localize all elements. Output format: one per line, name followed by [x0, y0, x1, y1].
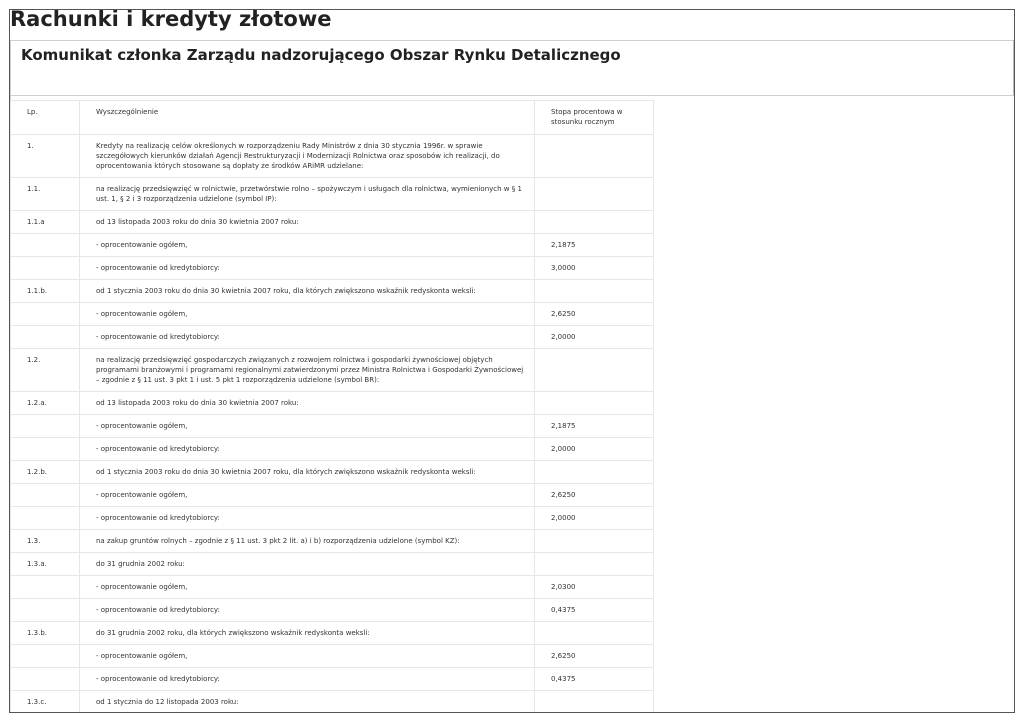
row-description: - oprocentowanie ogółem, [80, 645, 535, 668]
document-frame [9, 9, 1015, 713]
row-lp: 1.1.a [11, 211, 80, 234]
row-lp [11, 303, 80, 326]
row-description: Kredyty na realizację celów określonych w rozporządzeniu Rady Ministrów z dnia 30 stycznia 1996r. w sprawie szczegółowych kierunków działań Agencji Restrukturyzacji i Modernizacji Rolnictwa oraz sposobów ich realizacji, do oprocentowania których stosowane są dopłaty ze środków ARiMR udzielane: [80, 135, 535, 178]
divider [1013, 40, 1014, 96]
row-lp [11, 257, 80, 280]
row-rate: 2,0000 [535, 326, 654, 349]
table-row [11, 622, 654, 645]
row-description: na realizację przedsięwzięć w rolnictwie, przetwórstwie rolno – spożywczym i usługach dla rolnictwa, wymienionych w § 1 ust. 1, § 2 i 3 rozporządzenia udzielone (symbol IP): [80, 178, 535, 211]
row-lp [11, 668, 80, 691]
interest-rates-table [10, 100, 654, 713]
row-lp [11, 576, 80, 599]
row-description: od 1 stycznia 2003 roku do dnia 30 kwietnia 2007 roku, dla których zwiększono wskaźnik redyskonta weksli: [80, 280, 535, 303]
row-rate [535, 530, 654, 553]
row-rate [535, 461, 654, 484]
table-row [11, 211, 654, 234]
row-rate [535, 553, 654, 576]
row-rate: 2,6250 [535, 484, 654, 507]
row-description: - oprocentowanie od kredytobiorcy: [80, 438, 535, 461]
table-row [11, 576, 654, 599]
row-rate: 0,4375 [535, 599, 654, 622]
row-lp [11, 415, 80, 438]
row-rate [535, 691, 654, 714]
table-row [11, 178, 654, 211]
row-description: - oprocentowanie od kredytobiorcy: [80, 507, 535, 530]
table-row [11, 349, 654, 392]
row-lp: 1.3.a. [11, 553, 80, 576]
row-description: od 13 listopada 2003 roku do dnia 30 kwietnia 2007 roku: [80, 211, 535, 234]
row-lp [11, 234, 80, 257]
row-lp: 1.3.b. [11, 622, 80, 645]
table-row [11, 326, 654, 349]
table-row [11, 438, 654, 461]
row-description: - oprocentowanie od kredytobiorcy: [80, 599, 535, 622]
row-rate: 2,1875 [535, 234, 654, 257]
row-description: - oprocentowanie ogółem, [80, 234, 535, 257]
row-rate [535, 178, 654, 211]
row-description: od 13 listopada 2003 roku do dnia 30 kwietnia 2007 roku: [80, 392, 535, 415]
row-lp: 1. [11, 135, 80, 178]
table-row [11, 392, 654, 415]
row-lp [11, 645, 80, 668]
row-rate: 2,6250 [535, 645, 654, 668]
row-description: - oprocentowanie od kredytobiorcy: [80, 257, 535, 280]
table-row [11, 691, 654, 714]
header-lp: Lp. [11, 101, 80, 135]
row-description: - oprocentowanie ogółem, [80, 415, 535, 438]
row-rate: 2,0000 [535, 438, 654, 461]
row-description: - oprocentowanie ogółem, [80, 484, 535, 507]
row-rate [535, 349, 654, 392]
row-lp: 1.2.b. [11, 461, 80, 484]
row-description: - oprocentowanie ogółem, [80, 303, 535, 326]
row-lp: 1.3.c. [11, 691, 80, 714]
page-subtitle: Komunikat członka Zarządu nadzorującego Obszar Rynku Detalicznego [21, 46, 621, 64]
row-description: do 31 grudnia 2002 roku, dla których zwiększono wskaźnik redyskonta weksli: [80, 622, 535, 645]
table-row [11, 234, 654, 257]
row-rate [535, 135, 654, 178]
table-row [11, 303, 654, 326]
row-lp: 1.2.a. [11, 392, 80, 415]
table-row [11, 415, 654, 438]
divider [10, 40, 1015, 41]
row-description: od 1 stycznia do 12 listopada 2003 roku: [80, 691, 535, 714]
row-lp: 1.1. [11, 178, 80, 211]
row-lp: 1.1.b. [11, 280, 80, 303]
row-description: - oprocentowanie od kredytobiorcy: [80, 326, 535, 349]
header-description: Wyszczególnienie [80, 101, 535, 135]
row-lp [11, 507, 80, 530]
row-description: do 31 grudnia 2002 roku: [80, 553, 535, 576]
row-description: - oprocentowanie od kredytobiorcy: [80, 668, 535, 691]
row-description: od 1 stycznia 2003 roku do dnia 30 kwietnia 2007 roku, dla których zwiększono wskaźnik redyskonta weksli: [80, 461, 535, 484]
row-description: na realizację przedsięwzięć gospodarczych związanych z rozwojem rolnictwa i gospodarki żywnościowej objętych programami branżowymi i programami regionalnymi zatwierdzonymi przez Ministra Rolnictwa i Gospodarki Żywnościowej – zgodnie z § 11 ust. 3 pkt 1 i ust. 5 pkt 1 rozporządzenia udzielone (symbol BR): [80, 349, 535, 392]
row-rate: 3,0000 [535, 257, 654, 280]
table-header-row [11, 101, 654, 135]
row-description: na zakup gruntów rolnych – zgodnie z § 11 ust. 3 pkt 2 lit. a) i b) rozporządzenia udzielone (symbol KZ): [80, 530, 535, 553]
table-row [11, 461, 654, 484]
row-lp: 1.2. [11, 349, 80, 392]
table-row [11, 484, 654, 507]
row-description: - oprocentowanie ogółem, [80, 576, 535, 599]
row-lp [11, 326, 80, 349]
row-lp [11, 438, 80, 461]
table-row [11, 553, 654, 576]
table-row [11, 507, 654, 530]
table-row [11, 599, 654, 622]
table-row [11, 645, 654, 668]
table-row [11, 280, 654, 303]
table-row [11, 257, 654, 280]
row-rate: 2,0300 [535, 576, 654, 599]
row-rate: 0,4375 [535, 668, 654, 691]
row-rate: 2,6250 [535, 303, 654, 326]
row-lp [11, 484, 80, 507]
table-row [11, 530, 654, 553]
divider [10, 95, 1015, 96]
page-title: Rachunki i kredyty złotowe [10, 9, 332, 31]
table-row [11, 668, 654, 691]
row-rate [535, 211, 654, 234]
row-rate: 2,1875 [535, 415, 654, 438]
row-rate [535, 392, 654, 415]
row-lp: 1.3. [11, 530, 80, 553]
table-row [11, 135, 654, 178]
header-rate: Stopa procentowa w stosunku rocznym [535, 101, 654, 135]
row-lp [11, 599, 80, 622]
row-rate: 2,0000 [535, 507, 654, 530]
row-rate [535, 280, 654, 303]
row-rate [535, 622, 654, 645]
